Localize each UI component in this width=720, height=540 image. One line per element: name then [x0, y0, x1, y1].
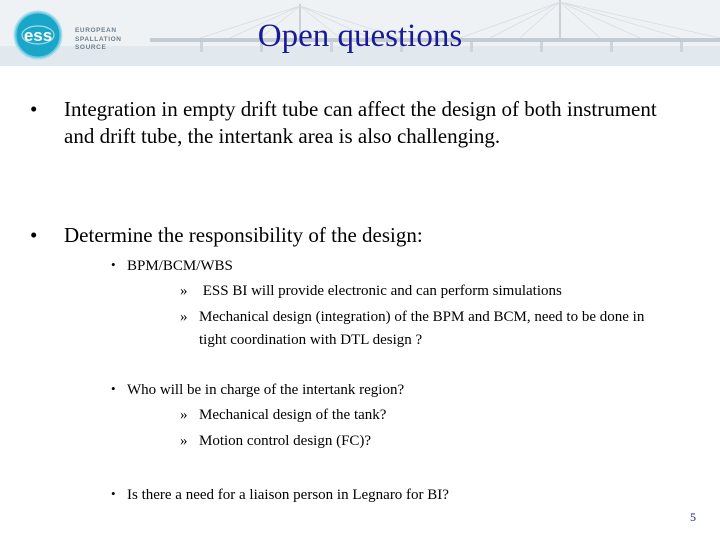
- bullet-item: [30, 96, 670, 178]
- bullet-dot: •: [30, 97, 38, 121]
- sub-bullet-text: Who will be in charge of the intertank region?: [127, 382, 405, 398]
- slide-title: Open questions: [257, 18, 463, 54]
- page-number: 5: [690, 510, 696, 524]
- sub-bullet-dot: •: [111, 257, 116, 272]
- arrow-marker: »: [180, 433, 188, 449]
- arrow-item: [180, 430, 680, 453]
- arrow-item: [180, 306, 680, 352]
- arrow-marker: »: [180, 407, 188, 423]
- arrow-text: Mechanical design of the tank?: [199, 407, 387, 423]
- arrow-marker: »: [180, 283, 188, 299]
- arrow-item: [180, 280, 680, 303]
- logo-line: SOURCE: [75, 44, 107, 51]
- sub-bullet-text: Is there a need for a liaison person in Legnaro for BI?: [127, 487, 449, 503]
- sub-bullet-text: BPM/BCM/WBS: [127, 258, 233, 274]
- sub-bullet-item: [111, 256, 611, 276]
- bullet-text: Integration in empty drift tube can affect the design of both instrument and drift tube, the intertank area is also challenging.: [64, 97, 657, 148]
- arrow-marker: »: [180, 309, 188, 325]
- arrow-text: ESS BI will provide electronic and can perform simulations: [199, 283, 562, 299]
- sub-bullet-dot: •: [111, 381, 116, 396]
- svg-text:ess: ess: [23, 26, 53, 45]
- logo-line: SPALLATION: [75, 35, 122, 43]
- bullet-item: [30, 222, 670, 249]
- sub-bullet-item: [111, 485, 611, 505]
- sub-bullet-dot: •: [111, 486, 116, 501]
- bullet-dot: •: [30, 223, 38, 247]
- logo-line: EUROPEAN: [75, 27, 117, 34]
- arrow-text: Motion control design (FC)?: [199, 433, 372, 449]
- bullet-text: Determine the responsibility of the design:: [64, 223, 423, 247]
- arrow-text: Mechanical design (integration) of the BPM and BCM, need to be done in tight coordination with DTL design ?: [199, 309, 645, 348]
- sub-bullet-item: [111, 380, 611, 400]
- arrow-item: [180, 404, 680, 427]
